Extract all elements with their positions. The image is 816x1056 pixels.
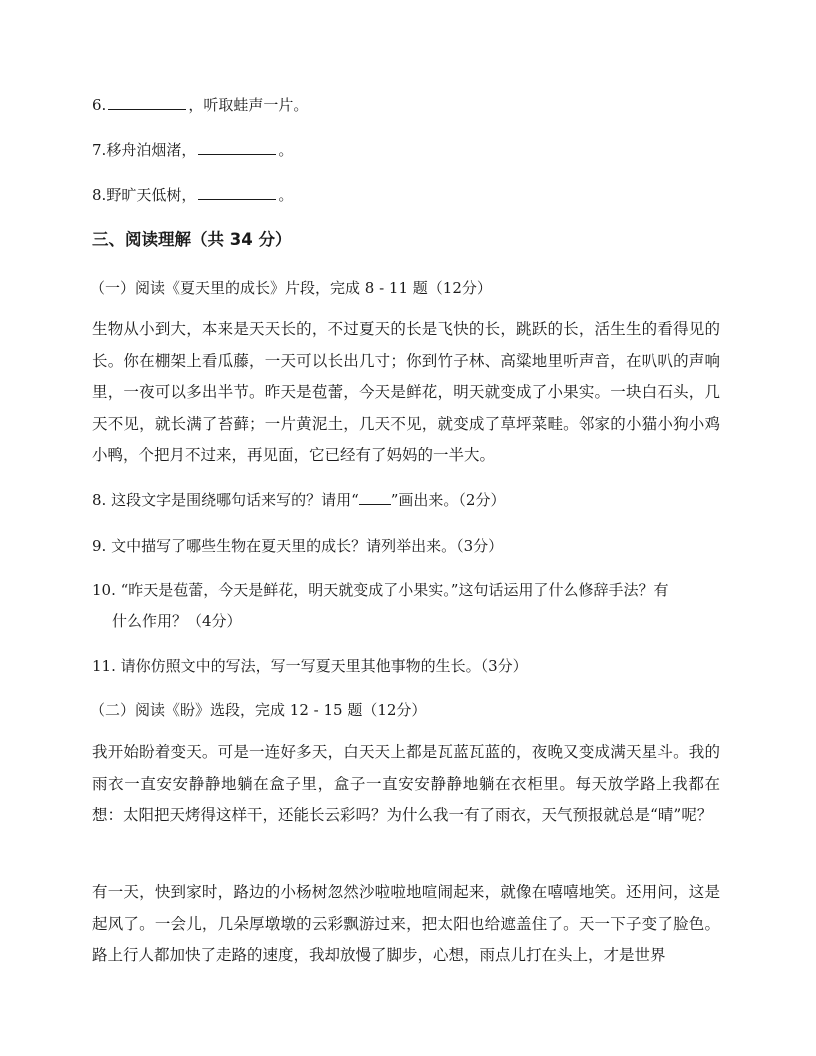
question-text: 。 (278, 141, 294, 159)
question-text: 8. 这段文字是围绕哪句话来写的？请用“ (92, 491, 359, 509)
section-title: 三、阅读理解（共 34 分） (92, 230, 292, 249)
question-number: 7. (92, 141, 107, 159)
question-text: 野旷天低树， (106, 186, 197, 204)
question-number: 8. (92, 186, 107, 204)
part2-heading: （二）阅读《盼》选段，完成 12 - 15 题（12分） (90, 701, 427, 719)
fill-blank-6 (92, 95, 308, 115)
question-text: ”画出来。（2分） (390, 491, 506, 509)
answer-blank[interactable] (198, 140, 276, 155)
underline-sample (359, 490, 391, 505)
question-text: 。 (278, 186, 294, 204)
part2-passage-2: 有一天，快到家时，路边的小杨树忽然沙啦啦地喧闹起来，就像在嘻嘻地笑。还用问，这是起风了。一会儿，几朵厚墩墩的云彩飘游过来，把太阳也给遮盖住了。天一下子变了脸色。路上行人都加快了走路的速度，我却放慢了脚步，心想，雨点儿打在头上，才是世界 (92, 883, 720, 964)
fill-blank-8 (92, 185, 293, 205)
part1-heading: （一）阅读《夏天里的成长》片段，完成 8 - 11 题（12分） (90, 279, 492, 297)
answer-blank[interactable] (108, 95, 186, 110)
question-10 (92, 575, 722, 637)
part2-passage-1: 我开始盼着变天。可是一连好多天，白天天上都是瓦蓝瓦蓝的，夜晚又变成满天星斗。我的雨衣一直安安静静地躺在盒子里，盒子一直安安静静地躺在衣柜里。每天放学路上我都在想：太阳把天烤得这样干，还能长云彩吗？为什么我一有了雨衣，天气预报就总是“晴”呢？ (92, 743, 720, 824)
question-text: 移舟泊烟渚， (106, 141, 197, 159)
question-11: 11. 请你仿照文中的写法，写一写夏天里其他事物的生长。（3分） (92, 657, 528, 675)
answer-blank[interactable] (198, 185, 276, 200)
question-text: 10. “昨天是苞蕾，今天是鲜花，明天就变成了小果实。”这句话运用了什么修辞手法？有 (92, 581, 669, 599)
question-number: 6. (92, 96, 107, 114)
question-9: 9. 文中描写了哪些生物在夏天里的成长？请列举出来。（3分） (92, 537, 504, 555)
question-text: 什么作用？（4分） (112, 612, 242, 630)
question-8 (92, 490, 505, 510)
part1-passage: 生物从小到大，本来是天天长的，不过夏天的长是飞快的长，跳跃的长，活生生的看得见的长。你在棚架上看瓜藤，一天可以长出几寸；你到竹子林、高粱地里听声音，在叭叭的声响里，一夜可以多出半节。昨天是苞蕾，今天是鲜花，明天就变成了小果实。一块白石头，几天不见，就长满了苔藓；一片黄泥土，几天不见，就变成了草坪菜畦。邻家的小猫小狗小鸡小鸭，个把月不过来，再见面，它已经有了妈妈的一半大。 (92, 320, 720, 464)
question-text: ，听取蛙声一片。 (188, 96, 309, 114)
fill-blank-7 (92, 140, 293, 160)
